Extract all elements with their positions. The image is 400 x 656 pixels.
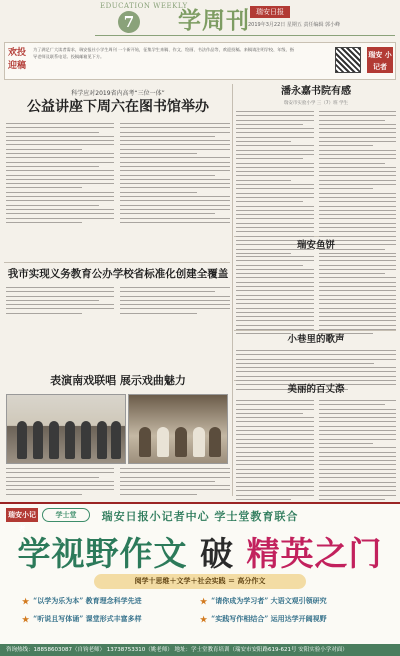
article-headline: 公益讲座下周六在图书馆举办 xyxy=(27,99,209,115)
reporter-logo: 瑞安小记者 xyxy=(6,508,38,522)
article-headline: 瑞安鱼饼 xyxy=(296,240,335,251)
section-title: 学周刊 xyxy=(178,7,250,34)
qr-code-icon xyxy=(335,47,361,73)
article-body xyxy=(236,111,396,257)
ad-title-part: 破 xyxy=(200,534,234,573)
article-kicker: 科学应对2019省内高考“三位一体” xyxy=(71,90,165,97)
photo-students-performing xyxy=(6,394,126,464)
welcome-tag: 欢投迎稿 xyxy=(8,48,27,71)
newspaper-brand: 瑞安日报 xyxy=(250,6,290,18)
ad-title-part: 精英之门 xyxy=(246,534,383,573)
edition-label: EDUCATION WEEKLY xyxy=(100,2,188,10)
ad-headline: 瑞安日报小记者中心 学士堂教育联合 xyxy=(101,510,299,523)
body-column xyxy=(6,287,114,317)
ad-bullet-text: “听说且写体诵” 课堂形式丰富多样 xyxy=(33,614,142,623)
article-headline: 潘永嘉书院有感 xyxy=(281,86,351,97)
ad-bullet xyxy=(22,614,200,624)
article-body xyxy=(236,256,396,338)
article-baizhangji xyxy=(236,384,396,503)
ad-bullet xyxy=(22,596,200,606)
ad-bullet-list xyxy=(22,596,378,624)
article-opera-body xyxy=(6,468,230,498)
article-opera-performance xyxy=(6,374,230,388)
masthead xyxy=(0,0,400,40)
advertisement-banner[interactable] xyxy=(0,502,400,656)
ad-bullet xyxy=(200,614,378,624)
body-column xyxy=(120,123,230,226)
body-column xyxy=(6,123,114,226)
article-compulsory-education xyxy=(6,268,230,317)
article-headline: 美丽的百丈漈 xyxy=(287,384,345,395)
star-icon: ★ xyxy=(200,596,208,606)
article-byline: 瑞安市实验小学 三（7）班 学生 xyxy=(283,101,349,106)
ad-title-part: 学视野作文 xyxy=(17,534,188,573)
body-column xyxy=(319,111,396,257)
body-column xyxy=(6,468,114,498)
star-icon: ★ xyxy=(200,614,208,624)
body-column xyxy=(319,256,396,338)
ad-contact-footer: 咨询热线：18858603087（自钧老师） 13738753310（姚老师） 地址：学士堂教育培训（瑞安市安阳路619-621号 安阳实验小学对面） xyxy=(0,644,400,656)
body-column xyxy=(236,111,314,257)
photo-opera-stage xyxy=(128,394,228,464)
body-column xyxy=(236,256,314,338)
masthead-rule xyxy=(95,35,395,36)
star-icon: ★ xyxy=(22,614,30,624)
article-academy-reflection xyxy=(236,86,396,257)
body-column xyxy=(120,468,230,498)
ad-bullet-text: “以学为乐为本” 教育理念科学先进 xyxy=(33,596,142,605)
ad-formula-band: 阅学十思维＋文学＋社会实践 ＝ 高分作文 xyxy=(94,574,306,589)
article-fish-cake xyxy=(236,240,396,338)
call-for-submissions xyxy=(4,42,396,80)
column-divider xyxy=(232,84,233,496)
school-logo: 学士堂 xyxy=(42,508,90,522)
body-column xyxy=(236,400,314,503)
article-body xyxy=(6,123,230,226)
ad-bullet-text: “请你成为学习者” 大语文观引领研究 xyxy=(211,596,327,605)
reporter-logo: 瑞安 小记者 xyxy=(367,47,393,73)
article-body xyxy=(236,400,396,503)
body-column xyxy=(120,287,230,317)
section-divider xyxy=(4,262,230,263)
ad-title xyxy=(0,528,400,575)
article-headline: 小巷里的歌声 xyxy=(287,334,345,345)
article-body xyxy=(6,287,230,317)
article-headline: 表演南戏联唱 展示戏曲魅力 xyxy=(50,374,186,387)
date-line: 2019年3月22日 星期五 责任编辑 郭小峰 xyxy=(248,22,341,28)
article-body xyxy=(6,468,230,498)
star-icon: ★ xyxy=(22,596,30,606)
welcome-text: 为了满足广大读者需求，瑞安报社小学生周刊 一个新开始，征集学生来稿、作文、绘画、书法作品等，欢迎投稿。来稿请注明学校、年级、指导老师及联系电话。投稿邮箱见下方。 xyxy=(33,47,294,59)
ad-bullet-text: “实践写作相结合” 运用达学开阔视野 xyxy=(211,614,327,623)
page-number: 7 xyxy=(118,11,140,33)
body-column xyxy=(319,400,396,503)
ad-bullet xyxy=(200,596,378,606)
article-library-lecture xyxy=(6,88,230,226)
article-headline: 我市实现义务教育公办学校省标准化创建全覆盖 xyxy=(7,268,229,280)
